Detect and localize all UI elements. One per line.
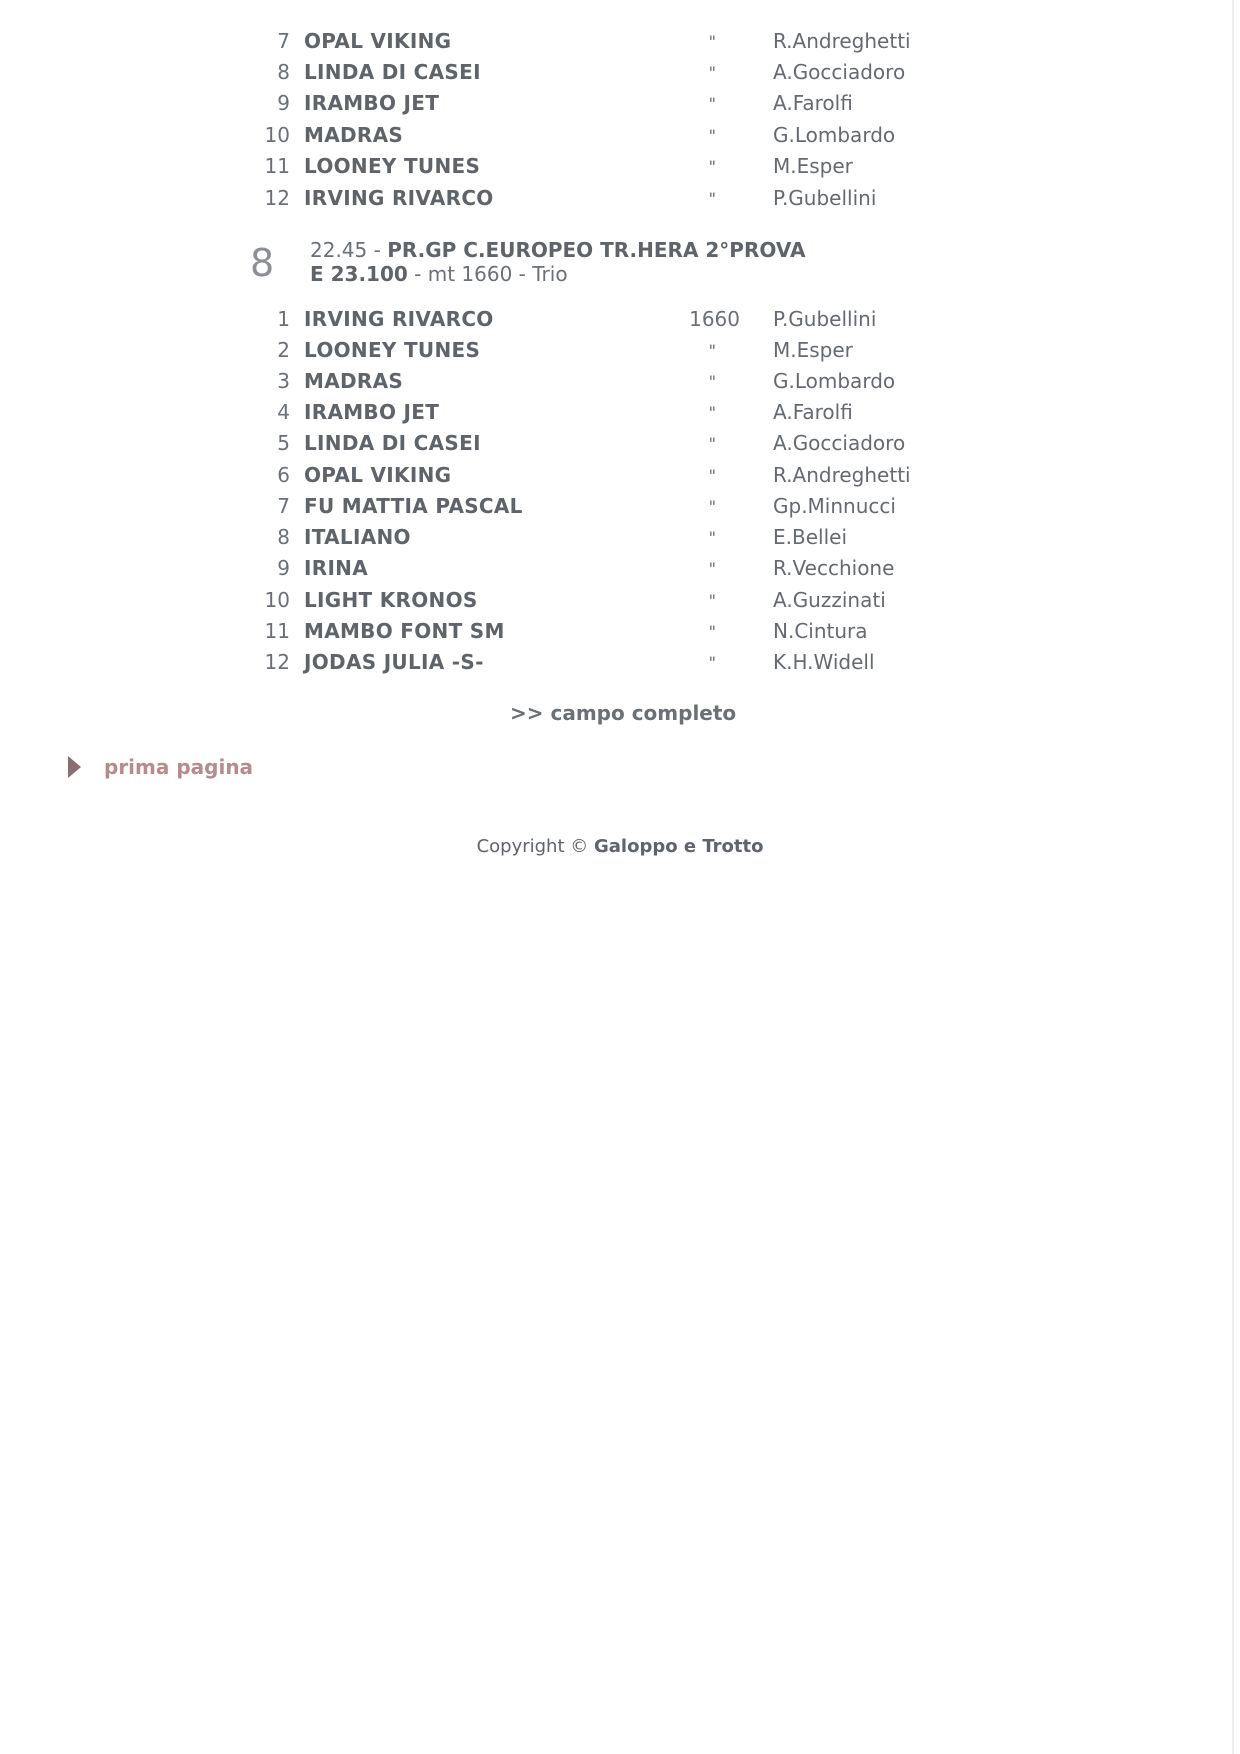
distance: " (708, 497, 716, 516)
driver-name: P.Gubellini (773, 186, 877, 210)
distance: " (708, 63, 716, 82)
horse-name: ITALIANO (304, 525, 411, 549)
driver-name: A.Farolfi (773, 91, 853, 115)
horse-name: IRAMBO JET (304, 400, 440, 424)
horse-name: MADRAS (304, 369, 404, 393)
distance: " (708, 94, 716, 113)
horse-name: MADRAS (304, 123, 404, 147)
entry-number: 9 (277, 556, 290, 580)
table-row (0, 26, 1240, 57)
horse-name: LINDA DI CASEI (304, 431, 481, 455)
entry-number: 11 (264, 619, 290, 643)
horse-name: OPAL VIKING (304, 463, 452, 487)
entry-number: 6 (277, 463, 290, 487)
driver-name: R.Andreghetti (773, 29, 911, 53)
race-number: 8 (250, 241, 275, 285)
distance: " (708, 403, 716, 422)
table-row (0, 460, 1240, 491)
horse-name: IRVING RIVARCO (304, 307, 494, 331)
horse-name: OPAL VIKING (304, 29, 452, 53)
distance: " (708, 372, 716, 391)
driver-name: A.Guzzinati (773, 588, 886, 612)
table-row (0, 120, 1240, 151)
copyright-prefix: Copyright © (476, 836, 589, 857)
race-details-line (310, 262, 568, 287)
table-row (0, 491, 1240, 522)
table-row (0, 151, 1240, 182)
distance: " (708, 559, 716, 578)
driver-name: Gp.Minnucci (773, 494, 896, 518)
distance: " (708, 32, 716, 51)
race-prize: E 23.100 (310, 262, 408, 286)
table-row (0, 616, 1240, 647)
prima-pagina-label: prima pagina (104, 755, 254, 779)
entry-number: 11 (264, 154, 290, 178)
horse-name: IRAMBO JET (304, 91, 440, 115)
driver-name: G.Lombardo (773, 123, 896, 147)
entry-number: 12 (264, 186, 290, 210)
distance: " (708, 466, 716, 485)
horse-name: JODAS JULIA -S- (304, 650, 484, 674)
entry-number: 12 (264, 650, 290, 674)
table-row (0, 397, 1240, 428)
table-row (0, 183, 1240, 214)
driver-name: R.Vecchione (773, 556, 895, 580)
entry-number: 2 (277, 338, 290, 362)
triangle-right-icon (68, 756, 81, 778)
driver-name: M.Esper (773, 154, 853, 178)
driver-name: M.Esper (773, 338, 853, 362)
entry-number: 10 (264, 123, 290, 147)
race-title-line (310, 238, 805, 263)
entry-number: 4 (277, 400, 290, 424)
driver-name: G.Lombardo (773, 369, 896, 393)
brand-name: Galoppo e Trotto (593, 836, 764, 857)
horse-name: IRVING RIVARCO (304, 186, 494, 210)
horse-name: LOONEY TUNES (304, 338, 481, 362)
distance: " (708, 591, 716, 610)
distance: " (708, 434, 716, 453)
driver-name: K.H.Widell (773, 650, 875, 674)
table-row (0, 57, 1240, 88)
driver-name: P.Gubellini (773, 307, 877, 331)
entry-number: 8 (277, 525, 290, 549)
table-row (0, 88, 1240, 119)
horse-name: MAMBO FONT SM (304, 619, 505, 643)
table-row (0, 553, 1240, 584)
campo-completo-link[interactable]: >> campo completo (510, 701, 737, 725)
distance: " (708, 528, 716, 547)
entry-number: 7 (277, 494, 290, 518)
table-row (0, 585, 1240, 616)
driver-name: E.Bellei (773, 525, 847, 549)
horse-name: LOONEY TUNES (304, 154, 481, 178)
race-header (0, 234, 1240, 290)
table-row (0, 428, 1240, 459)
table-row (0, 366, 1240, 397)
distance: 1660 (689, 307, 740, 331)
entry-number: 8 (277, 60, 290, 84)
entry-number: 3 (277, 369, 290, 393)
driver-name: N.Cintura (773, 619, 868, 643)
driver-name: A.Gocciadoro (773, 431, 906, 455)
race-title: PR.GP C.EUROPEO TR.HERA 2°PROVA (387, 238, 806, 262)
horse-name: LIGHT KRONOS (304, 588, 478, 612)
distance: " (708, 341, 716, 360)
prima-pagina-link[interactable] (68, 752, 253, 782)
table-row (0, 647, 1240, 678)
distance: " (708, 157, 716, 176)
distance: " (708, 189, 716, 208)
entry-number: 7 (277, 29, 290, 53)
entry-number: 5 (277, 431, 290, 455)
distance: " (708, 622, 716, 641)
race-time: 22.45 - (310, 238, 381, 262)
distance: " (708, 653, 716, 672)
entry-number: 9 (277, 91, 290, 115)
horse-name: FU MATTIA PASCAL (304, 494, 523, 518)
entry-number: 10 (264, 588, 290, 612)
driver-name: A.Farolfi (773, 400, 853, 424)
horse-name: LINDA DI CASEI (304, 60, 481, 84)
race-details: - mt 1660 - Trio (414, 262, 568, 286)
driver-name: A.Gocciadoro (773, 60, 906, 84)
table-row (0, 522, 1240, 553)
distance: " (708, 126, 716, 145)
entry-number: 1 (277, 307, 290, 331)
horse-name: IRINA (304, 556, 368, 580)
driver-name: R.Andreghetti (773, 463, 911, 487)
table-row (0, 335, 1240, 366)
table-row (0, 304, 1240, 335)
copyright-footer (0, 832, 1240, 862)
